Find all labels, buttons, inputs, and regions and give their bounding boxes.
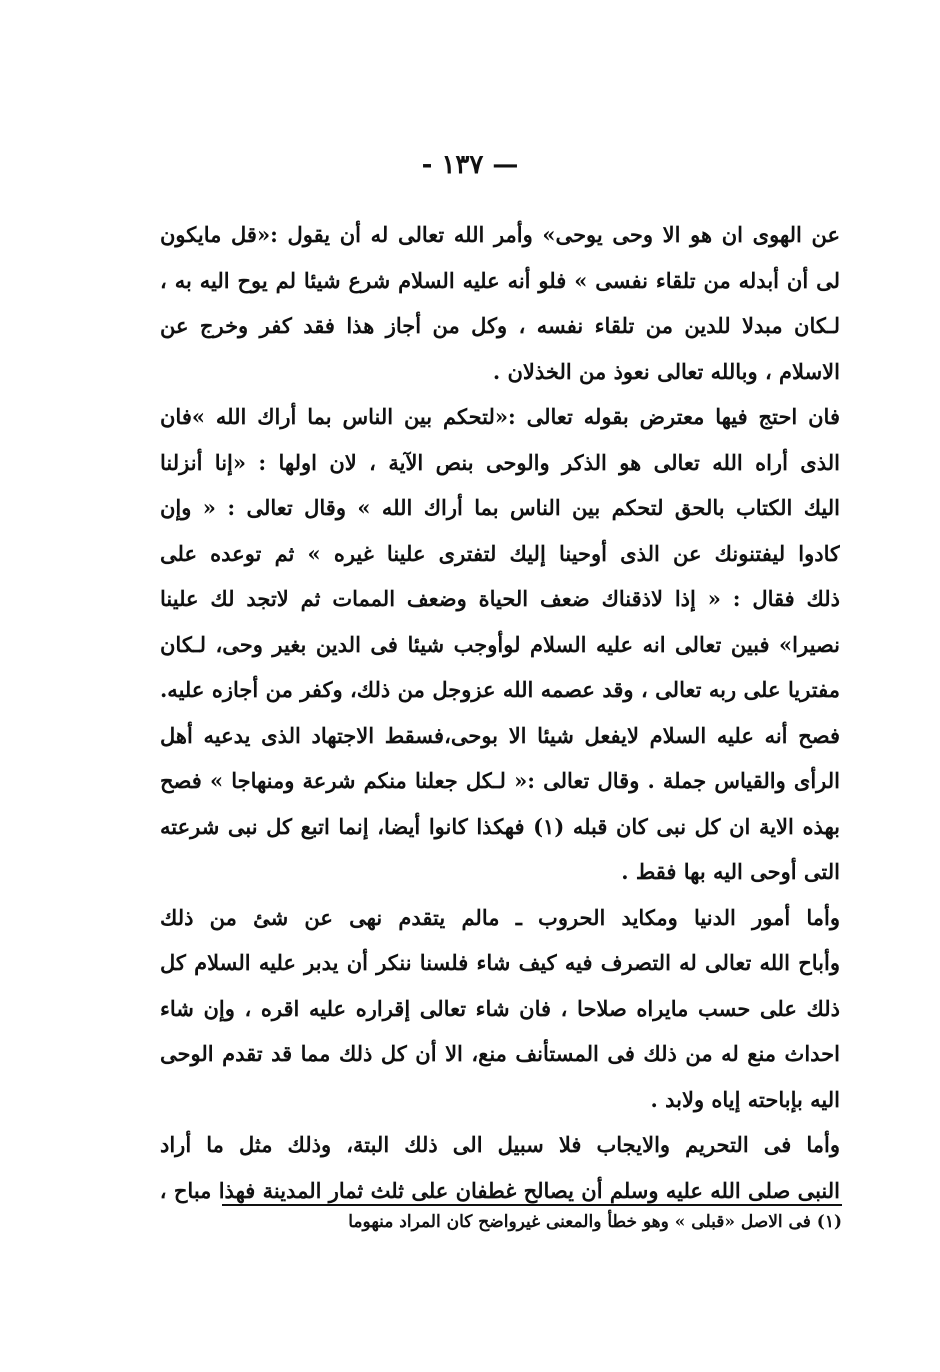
page-number: — ١٣٧ - xyxy=(421,150,519,180)
text-line: الرأى والقياس جملة . وقال تعالى :« لـكل جعلنا منكم شرعة ومنهاجا » فصح xyxy=(160,768,840,793)
text-line: فان احتج فيها معترض بقوله تعالى :«لتحكم بين الناس بما أراك الله »فان xyxy=(160,404,840,429)
text-line: ذلك على حسب مايراه صلاحا ، فان شاء تعالى إقراره عليه اقره ، وإن شاء xyxy=(160,995,840,1021)
text-line: فصح أنه عليه السلام لايفعل شيئا الا بوحى،فسقط الاجتهاد الذى يدعيه أهل xyxy=(160,722,840,748)
text-line: التى أوحى اليه بها فقط . xyxy=(621,859,840,884)
text-line: احداث منع له من ذلك فى المستأنف منع، الا أن كل ذلك مما قد تقدم الوحى xyxy=(160,1041,840,1066)
text-line: الاسلام ، وبالله تعالى نعوذ من الخذلان . xyxy=(492,358,840,384)
text-line: بهذه الاية ان كل نبى كان قبله (١) فهكذا كانوا أيضا، إنما اتبع كل نبى شرعته xyxy=(160,813,840,839)
footnote-divider xyxy=(222,1204,842,1206)
text-line: مفتريا على ربه تعالى ، وقد عصمه الله عزوجل من ذلك، وكفر من أجازه عليه. xyxy=(160,677,840,702)
text-line: لـكان مبدلا للدين من تلقاء نفسه ، وكل من أجاز هذا فقد كفر وخرج عن xyxy=(160,313,840,338)
text-line: ذلك فقال : « إذا لاذقناك ضعف الحياة وضعف الممات ثم لاتجد لك علينا xyxy=(160,586,840,611)
text-line: كادوا ليفتنونك عن الذى أوحينا إليك لتفترى علينا غيره » ثم توعده على xyxy=(160,540,840,566)
footnote: (١) فى الاصل «قبلى » وهو خطأ والمعنى غيرواضح كان المراد منهوما xyxy=(348,1212,842,1232)
text-line: وأباح الله تعالى له التصرف فيه كيف شاء فلسنا ننكر أن يدبر عليه السلام كل xyxy=(160,950,840,975)
text-line: لى أن أبدله من تلقاء نفسى » فلو أنه عليه السلام شرع شيئا لم يوح اليه به ، xyxy=(160,267,840,293)
text-line: اليه بإباحته إياه ولابد . xyxy=(650,1086,840,1112)
text-line: اليك الكتاب بالحق لتحكم بين الناس بما أراك الله » وقال تعالى : « وإن xyxy=(160,495,840,520)
text-line: وأما فى التحريم والايجاب فلا سبيل الى ذلك البتة، وذلك مثل ما أراد xyxy=(160,1132,840,1157)
text-line: الذى أراه الله تعالى هو الذكر والوحى بنص الآية ، لان اولها : «إنا أنزلنا xyxy=(160,449,840,475)
text-line: النبى صلى الله عليه وسلم أن يصالح غطفان على ثلث ثمار المدينة فهذا مباح ، xyxy=(160,1177,840,1203)
text-line: وأما أمور الدنيا ومكايد الحروب ـ مالم يتقدم نهى عن شئ من ذلك xyxy=(160,904,840,930)
text-line: عن الهوى ان هو الا وحى يوحى» وأمر الله تعالى له أن يقول :«قل مايكون xyxy=(160,222,840,247)
text-line: نصيرا» فبين تعالى انه عليه السلام لوأوجب شيئا فى الدين بغير وحى، لـكان xyxy=(160,631,840,657)
main-text xyxy=(160,212,840,1213)
